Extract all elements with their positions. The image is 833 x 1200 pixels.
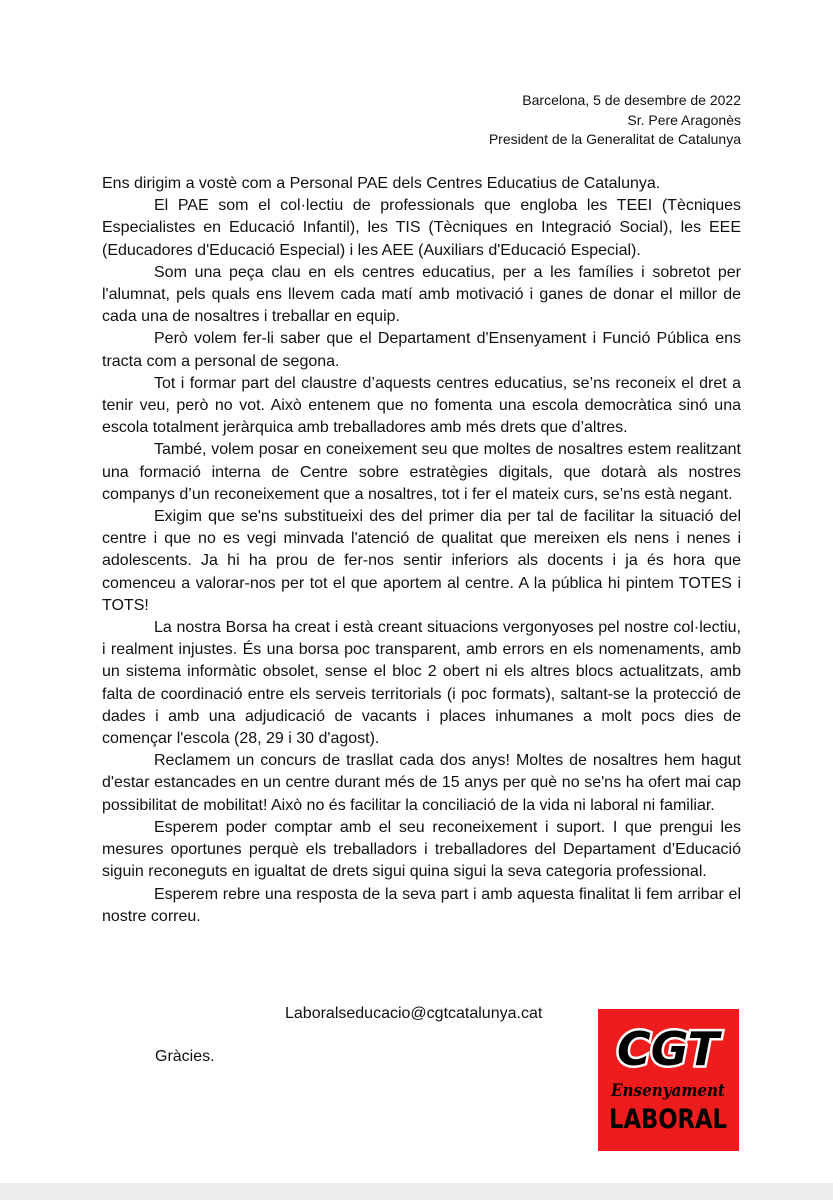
place-date: Barcelona, 5 de desembre de 2022	[522, 92, 741, 108]
paragraph: Però volem fer-li saber que el Departament d'Ensenyament i Funció Pública ens tracta com a personal de segona.	[102, 330, 741, 370]
paragraph: Ens dirigim a vostè com a Personal PAE dels Centres Educatius de Catalunya.	[102, 175, 661, 192]
bottom-strip	[0, 1183, 833, 1200]
cgt-logo	[598, 1009, 739, 1151]
recipient-title: President de la Generalitat de Catalunya	[488, 131, 741, 147]
letter-header	[489, 91, 741, 150]
closing-text: Gràcies.	[155, 1048, 215, 1065]
paragraph: Som una peça clau en els centres educatius, per a les famílies i sobretot per l'alumnat, pels quals ens llevem cada matí amb motivació i ganes de donar el millor de cada una de nosaltres i treballar en equip.	[102, 263, 741, 326]
paragraph: També, volem posar en coneixement seu que moltes de nosaltres estem realitzant una formació interna de Centre sobre estratègies digitals, que dotarà als nostres companys d’un reconeixement que a nosaltres, tot i fer el mateix curs, se’ns està negant.	[102, 441, 741, 503]
paragraph: Esperem rebre una resposta de la seva part i amb aquesta finalitat li fem arribar el nostre correu.	[102, 885, 741, 925]
paragraph: La nostra Borsa ha creat i està creant situacions vergonyoses pel nostre col·lectiu, i realment injustes. És una borsa poc transparent, amb errors en els nomenaments, amb un sistema informàtic obsolet, sense el bloc 2 obert ni els altres blocs actualitzats, amb falta de coordinació entre els serveis territorials (i poc formats), saltant-se la protecció de dades i amb una adjudicació de vacants i places inhumanes a molt pocs dies de començar l'escola (28, 29 i 30 d'agost).	[102, 619, 741, 748]
letter-body	[102, 173, 741, 928]
logo-line2: LABORAL	[609, 1104, 727, 1135]
logo-line1: Ensenyament	[610, 1081, 726, 1101]
paragraph: Esperem poder comptar amb el seu reconeixement i suport. I que prengui les mesures oportunes perquè els treballadors i treballadores del Departament d’Educació siguin reconeguts en igualtat de drets sigui quina sigui la seva categoria professional.	[102, 818, 741, 881]
contact-email: Laboralseducacio@cgtcatalunya.cat	[285, 1005, 543, 1022]
recipient-name: Sr. Pere Aragonès	[627, 111, 741, 128]
paragraph: Tot i formar part del claustre d’aquests centres educatius, se’ns reconeix el dret a tenir veu, però no vot. Això entenem que no fomenta una escola democràtica sinó una escola totalment jeràrquica amb treballadores amb més drets que d’altres.	[102, 374, 741, 437]
logo-acronym: CGT	[617, 1022, 723, 1076]
paragraph: Reclamem un concurs de trasllat cada dos anys! Moltes de nosaltres hem hagut d'estar estancades en un centre durant més de 15 anys per què no se'ns ha ofert mai cap possibilitat de mobilitat! Això no és facilitar la conciliació de la vida ni laboral ni familiar.	[102, 752, 741, 814]
cgt-logo-graphic	[598, 1009, 739, 1151]
paragraph: El PAE som el col·lectiu de professionals que engloba les TEEI (Tècniques Especialistes en Educació Infantil), les TIS (Tècniques en Integració Social), les EEE (Educadores d'Educació Especial) i les AEE (Auxiliars d'Educació Especial).	[102, 197, 741, 259]
paragraph: Exigim que se'ns substitueixi des del primer dia per tal de facilitar la situació del centre i que no es vegi minvada l'atenció de qualitat que mereixen els nens i nenes i adolescents. Ja hi ha prou de fer-nos sentir inferiors als docents i ja és hora que comenceu a valorar-nos per tot el que aportem al centre. A la pública hi pintem TOTES i TOTS!	[102, 508, 741, 614]
